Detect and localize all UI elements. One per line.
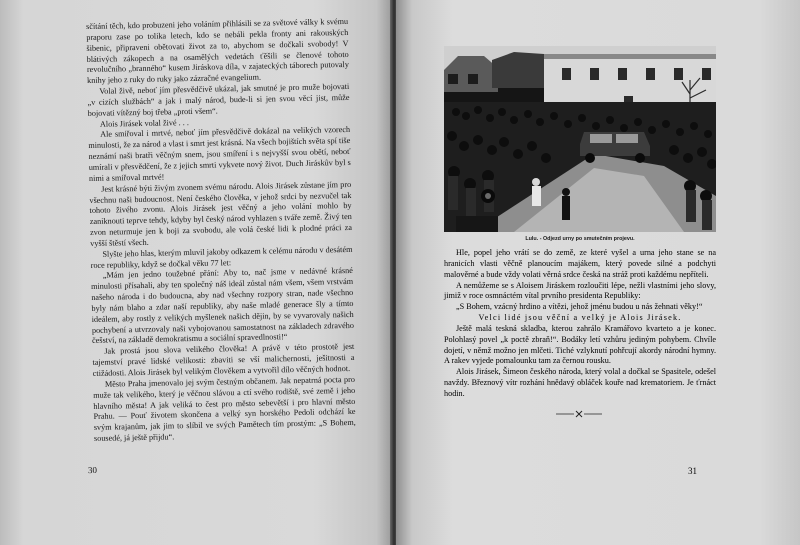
paragraph: Alois Jirásek, Šimeon českého národa, který volal a dočkal se Spasitele, odešel navždy. Březnový vítr rozhání hnědavý obláček kouře nad krematoriem. Je ťrnáct hodin. xyxy=(444,367,716,398)
paragraph: Ještě malá teskná skladba, kterou zahrálo Kramářovo kvarteto a je konec. Polohlasý povel „k poctě zbraň!“. Bodáky letí vzhůru jediným pohybem. Chvíle dojetí, v němž možno jen mlčeti. Tiché vzlyknutí pohřcují akordy národní hymny. A rakev vyjede pomalounku tam za černou rousku. xyxy=(444,323,716,366)
funeral-photograph xyxy=(444,46,716,232)
paragraph: Město Praha jmenovalo jej svým čestným občanem. Jak nepatrná pocta pro muže tak velikého, který je věčnou slávou a ctí svého rodiště, své země i jeho hlavního města! A jak veliká to čest pro město sebevětší i pro hlavní město Prahu. — Pouť životem skončena a velký syn horského Pedoli odchází ke svým krajanům, jak jim to slíbil ve svých Pamětech tím prostým: „S Bohem, sousedé, já ještě přijdu“. xyxy=(93,374,356,443)
motto-line: Velci lidé jsou věční a velký je Alois Jirásek. xyxy=(478,313,682,323)
page-number-right: 31 xyxy=(688,466,697,476)
paragraph: Slyšte jeho hlas, kterým mluvil jakoby odkazem k celému národu v desátém roce republiky, když se dočkal věku 77 let: xyxy=(90,244,353,270)
left-page-text xyxy=(86,17,356,445)
quote-paragraph: „Mám jen jedno toužebné přání: Aby to, nač jsme v nedávné krásné minulosti přísahali, aby ten společný náš ideál zůstal nám všem, všem vrstvám našeho národa i do budoucna, aby nad všechny rozpory stran, nade všechno byly nám blaho a zdar naší republiky, aby naše mladé generace šly a tímto ideálem, aby rostly z velikých myšlenek našich dějin, by se vyvarovaly našich pochybení a utvrzovaly naši vybojovanou samostatnost na základech zdravého češství, na základě demokratismu a sociální spravedlnosti!“ xyxy=(90,266,354,346)
section-ornament xyxy=(556,409,602,419)
paragraph: Hle, popel jeho vrátí se do země, ze které vyšel a urna jeho stane se na hranicích vlasti věčně planoucím majákem, který povede silné a podchyti malověrné a bude vždy volati věrná srdce česká na stráž proti každému nepříteli. xyxy=(444,248,716,279)
paragraph: Alois Jirásek volal živé . . . xyxy=(99,117,189,129)
right-page-text xyxy=(444,248,716,400)
paragraph: Jak prostá jsou slova velikého člověka! A právě v této prostotě jest tajemství pravé lidské velikosti: zbaviti se vší malichernosti, ješitnosti a ctižádosti. Alois Jirásek byl velikým člověkem a vytvořil dílo věčných hodnot. xyxy=(92,342,355,378)
paragraph: A nemůžeme se s Aloisem Jiráskem rozloučiti lépe, nežli vlastními jeho slovy, jimiž v roce osmnáctém vítal prvního presidenta Republiky: xyxy=(444,280,716,301)
paragraph: sčítání těch, kdo probuzeni jeho voláním přihlásili se za světové války k svému praporu zase po tolika letech, kdo se nebáli pekla fronty ani rakouských šibenic, připraveni obětovati život za to, abychom se dočkali svobody! V blátivých zákopech a na osamělých vedetách ťěšili se členové tohoto revolučního „branného“ kusem Jiráskova díla, v zajateckých táborech putovaly knihy jeho z ruky do ruky jako zázračné evangelium. xyxy=(86,16,349,86)
left-page xyxy=(0,0,392,545)
paragraph: Ale smiřoval i mrtvé, neboť jím přesvědčivě dokázal na velikých vzorech minulosti, že za národ a vlast i smrt jest krásná. Na všech bojištích světa spí tiše neznámí naši bratři věčným snem, jsou smíření i s nejvyšší svou obětí, neboť umírali v přesvědčení, že z jejich smrti vykvete nový život. Duch Jiráskův byl s nimi a smiřoval mrtvé! xyxy=(88,125,351,183)
paragraph: Jest krásné býti živým zvonem svému národu. Alois Jirásek zůstane jím pro všechnu naši budoucnost. Není českého člověka, v jehož srdci by nezvučel tak tohoto živého zvonu. Alois Jirásek jest věčný a jeho volání mohlo by zaniknouti teprve tehdy, kdyby byl český národ vyhlazen s tváře země. Živý ten zvon neturmuje jen k boji za svobodu, ale volá české lidi k plodné práci za vyšší štěstí všech. xyxy=(89,179,353,248)
paragraph: Volal živě, neboť jím přesvědčivě ukázal, jak smutné je pro muže bojovati „v cizích službách“ a jak i malý národ, bude-li si jen svou věcí jist, může bojovati vítězný boj třeba „proti všem“. xyxy=(87,82,350,118)
ornament-text: ——✕—— xyxy=(579,418,584,419)
page-number-left: 30 xyxy=(87,464,98,476)
quote-paragraph: „S Bohem, vzácný hrdino a vítězi, jehož jménu budou u nás žehnati věky!“ xyxy=(456,302,703,312)
photo-caption: Lulu. - Odjezd urny po smutečním projevu. xyxy=(525,236,635,242)
